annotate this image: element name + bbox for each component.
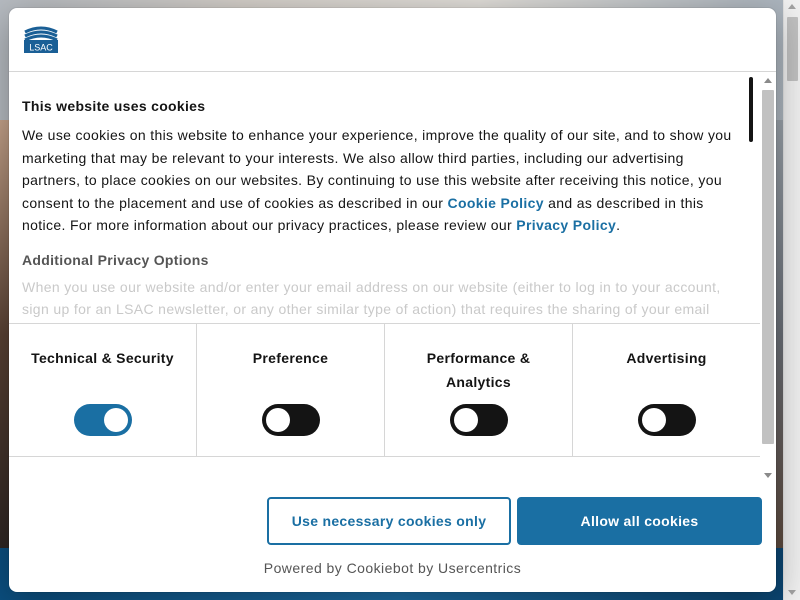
performance-analytics-toggle[interactable] [450, 404, 508, 436]
toggle-knob [642, 408, 666, 432]
scroll-down-arrow-icon[interactable] [788, 590, 796, 595]
logo-text: LSAC [29, 42, 53, 53]
allow-all-cookies-button[interactable]: Allow all cookies [517, 497, 762, 545]
preference-toggle[interactable] [262, 404, 320, 436]
privacy-policy-link[interactable]: Privacy Policy [516, 217, 617, 233]
dialog-scroll-up-icon[interactable] [764, 78, 772, 83]
toggle-knob [104, 408, 128, 432]
dialog-header [9, 8, 776, 72]
cookiebot-link[interactable]: Cookiebot by Usercentrics [346, 560, 522, 576]
page-scrollbar[interactable] [783, 0, 800, 600]
toggle-knob [454, 408, 478, 432]
scroll-up-arrow-icon[interactable] [788, 4, 796, 9]
cookie-notice-content [9, 72, 776, 323]
cookie-consent-dialog [9, 8, 776, 592]
page-scrollbar-thumb[interactable] [787, 17, 798, 81]
use-necessary-cookies-button[interactable]: Use necessary cookies only [267, 497, 511, 545]
dialog-scrollbar[interactable] [760, 74, 776, 484]
toggle-knob [266, 408, 290, 432]
powered-by-prefix: Powered by [263, 560, 347, 576]
notice-text-part-1: We use cookies on this website to enhance your experience, improve the quality of our site, and to show you marketing that may be relevant to your interests. We also allow third parties, including our advertising partners, to place cookies on our websites. By continuing to use this website after receiving this notice, you consent to the placement and use of cookies as described in our [22, 127, 732, 211]
category-label: Preference [252, 350, 329, 366]
lsac-logo-icon [23, 26, 59, 56]
cookie-notice-text [22, 124, 742, 237]
additional-privacy-text: When you use our website and/or enter your email address on our website (either to log in to your account, sign up for an LSAC newsletter, or any other similar type of action) that requires the sharing of your email [22, 278, 721, 317]
dialog-scrollbar-thumb[interactable] [762, 90, 774, 444]
category-label: Technical & Security [31, 350, 174, 366]
cookie-categories [9, 323, 760, 457]
category-advertising [573, 324, 760, 456]
powered-by [9, 560, 776, 576]
notice-text-part-3: . [616, 217, 621, 233]
dialog-title: This website uses cookies [22, 98, 206, 114]
category-technical-security [9, 324, 197, 456]
category-preference [197, 324, 385, 456]
additional-privacy-title: Additional Privacy Options [22, 251, 209, 268]
category-label: Advertising [626, 350, 707, 366]
dialog-scroll-down-icon[interactable] [764, 473, 772, 478]
category-performance-analytics [385, 324, 573, 456]
content-scroll-indicator[interactable] [749, 77, 753, 142]
advertising-toggle[interactable] [638, 404, 696, 436]
technical-security-toggle[interactable] [74, 404, 132, 436]
category-label: Performance & Analytics [426, 350, 531, 390]
notice-text-part-2: and as described in this notice. For more information about our privacy practices, please review our [22, 194, 704, 233]
cookie-policy-link[interactable]: Cookie Policy [447, 194, 544, 211]
